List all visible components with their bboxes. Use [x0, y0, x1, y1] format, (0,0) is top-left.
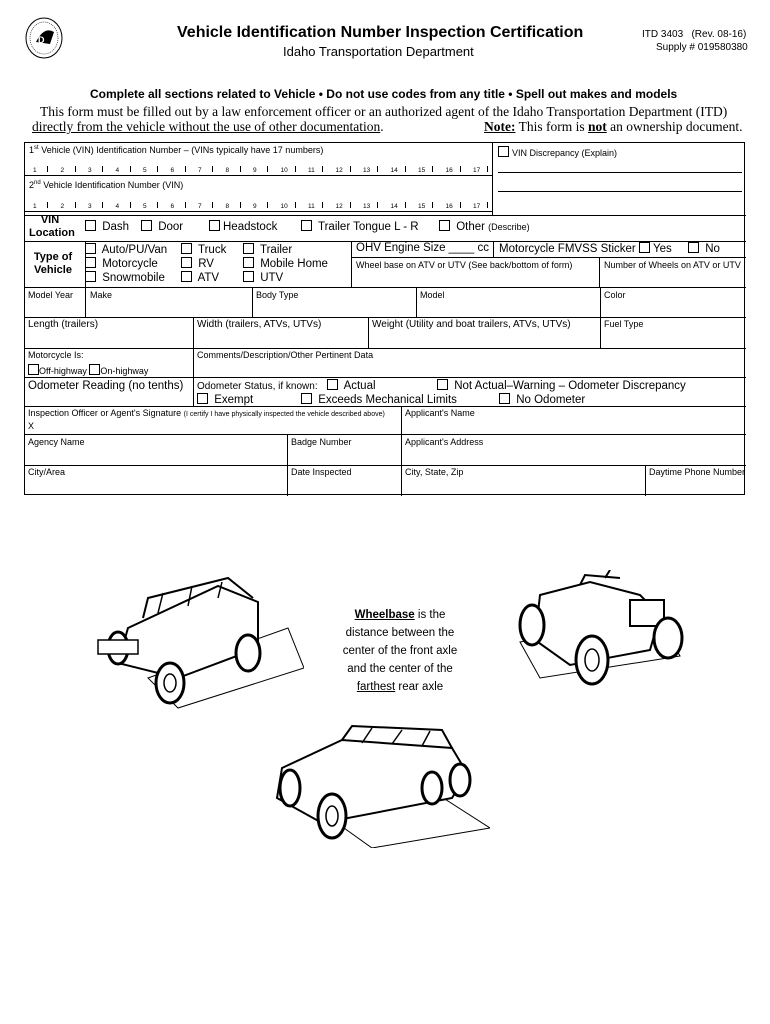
vin-box-divider [350, 166, 351, 172]
vin-location-headstock[interactable]: Headstock [209, 220, 277, 233]
checkbox[interactable] [499, 393, 510, 404]
checkbox[interactable] [85, 271, 96, 282]
vin-box-divider [295, 166, 296, 172]
checkbox[interactable] [498, 146, 509, 157]
checkbox[interactable] [28, 364, 39, 375]
checkbox[interactable] [243, 271, 254, 282]
type-auto[interactable]: Auto/PU/Van [85, 243, 167, 256]
width-label: Width (trailers, ATVs, UTVs) [197, 319, 322, 330]
applicant-address-label: Applicant's Address [405, 437, 484, 447]
vin-position-number: 8 [225, 203, 230, 210]
comments-label: Comments/Description/Other Pertinent Data [197, 350, 374, 360]
vin-box-divider [157, 166, 158, 172]
vin-box-divider [295, 202, 296, 208]
vin-position-number: 3 [88, 203, 92, 210]
checkbox[interactable] [89, 364, 100, 375]
vin-position-number: 6 [170, 203, 175, 210]
type-mobile-home[interactable]: Mobile Home [243, 257, 328, 270]
vin-location-other[interactable]: Other (Describe) [439, 220, 530, 233]
vin-box-divider [487, 166, 488, 172]
checkbox[interactable] [85, 257, 96, 268]
atv-illustration [510, 570, 688, 700]
vin-box-divider [460, 166, 461, 172]
checkbox[interactable] [688, 242, 699, 253]
vin-box-divider [102, 202, 103, 208]
vin-position-number: 4 [115, 203, 120, 210]
checkbox[interactable] [197, 393, 208, 404]
itd-seal-logo [24, 16, 64, 60]
daytime-phone-label: Daytime Phone Number [649, 467, 746, 477]
vin-position-number: 1 [33, 167, 37, 174]
type-trailer[interactable]: Trailer [243, 243, 292, 256]
ohv-engine-size[interactable]: OHV Engine Size ____ cc [356, 242, 489, 254]
vin-position-number: 15 [418, 167, 426, 174]
vin-box-divider [185, 166, 186, 172]
vin-box-divider [267, 202, 268, 208]
wheelbase-definition: Wheelbase is the distance between the center of the front axle and the center of the farthest rear axle [342, 609, 458, 693]
model-label: Model [420, 290, 445, 300]
odometer-exceeds[interactable]: Exceeds Mechanical Limits [301, 393, 457, 406]
city-state-zip-label: City, State, Zip [405, 467, 464, 477]
ownership-note: Note: This form is not an ownership document. [484, 119, 743, 134]
vin-position-number: 9 [253, 203, 257, 210]
instructions-line2: This form must be filled out by a law enforcement officer or an authorized agent of the Idaho Transportation Department (ITD) [40, 104, 728, 119]
vin-position-number: 17 [473, 203, 481, 210]
signature-x[interactable]: X [28, 421, 35, 431]
checkbox[interactable] [639, 242, 650, 253]
color-label: Color [604, 290, 626, 300]
vin-position-number: 1 [33, 203, 37, 210]
type-atv[interactable]: ATV [181, 271, 219, 284]
vin-position-number: 8 [225, 167, 230, 174]
checkbox[interactable] [209, 220, 220, 231]
vin-location-label: VIN Location [29, 214, 75, 239]
vin-box-divider [240, 166, 241, 172]
checkbox[interactable] [181, 243, 192, 254]
vin-location-dash[interactable]: Dash [85, 220, 129, 233]
checkbox[interactable] [243, 257, 254, 268]
checkbox[interactable] [181, 257, 192, 268]
odometer-status-label: Odometer Status, if known: [197, 381, 318, 392]
vin-position-number: 14 [390, 167, 398, 174]
vin-position-number: 7 [198, 167, 202, 174]
vin-box-divider [267, 166, 268, 172]
vin-location-door[interactable]: Door [141, 220, 183, 233]
utv-illustration [88, 568, 304, 714]
vin-position-number: 16 [445, 203, 453, 210]
type-rv[interactable]: RV [181, 257, 214, 270]
vin-box-divider [75, 166, 76, 172]
wheelbase-label: Wheel base on ATV or UTV (See back/bottom of form) [356, 260, 573, 270]
vin-box-divider [102, 166, 103, 172]
checkbox[interactable] [301, 220, 312, 231]
instructions-line3: directly from the vehicle without the use of other documentation. [32, 119, 384, 134]
odometer-actual[interactable]: Actual [327, 379, 376, 392]
num-wheels-label: Number of Wheels on ATV or UTV [604, 260, 741, 270]
vin-box-divider [350, 202, 351, 208]
vin-position-number: 11 [308, 167, 315, 174]
fmvss-no[interactable]: No [688, 242, 720, 255]
vin-position-number: 2 [60, 167, 65, 174]
vin-discrepancy-option[interactable]: VIN Discrepancy (Explain) [498, 146, 617, 158]
checkbox[interactable] [141, 220, 152, 231]
date-inspected-label: Date Inspected [291, 467, 352, 477]
city-area-label: City/Area [28, 467, 66, 477]
vin-inspection-form [24, 142, 745, 495]
vin-position-number: 5 [143, 167, 147, 174]
checkbox[interactable] [85, 220, 96, 231]
vin-position-number: 7 [198, 203, 202, 210]
vin-position-number: 13 [363, 203, 371, 210]
checkbox[interactable] [181, 271, 192, 282]
vin-location-trailer-tongue[interactable]: Trailer Tongue L - R [301, 220, 419, 233]
vin-box-divider [130, 166, 131, 172]
vin-box-divider [432, 166, 433, 172]
applicant-name-label: Applicant's Name [405, 408, 475, 418]
type-motorcycle[interactable]: Motorcycle [85, 257, 158, 270]
vin-position-number: 13 [363, 167, 371, 174]
badge-number-label: Badge Number [291, 437, 352, 447]
signature-label: Inspection Officer or Agent's Signature (I certify I have physically inspected the vehicle described above) [28, 408, 385, 418]
vin-position-number: 6 [170, 167, 175, 174]
weight-label: Weight (Utility and boat trailers, ATVs, UTVs) [372, 319, 571, 330]
odometer-reading-label: Odometer Reading (no tenths) [28, 380, 184, 392]
motorcycle-is-label: Motorcycle Is: [28, 350, 84, 360]
type-snowmobile[interactable]: Snowmobile [85, 271, 165, 284]
vin-box-divider [322, 166, 323, 172]
odometer-not-actual[interactable]: Not Actual–Warning – Odometer Discrepancy [437, 379, 686, 392]
instructions-bold: Complete all sections related to Vehicle • Do not use codes from any title • Spell out makes and models [90, 87, 678, 101]
checkbox[interactable] [437, 379, 448, 390]
vin-box-divider [157, 202, 158, 208]
form-title: Vehicle Identification Number Inspection Certification [177, 24, 584, 41]
odometer-exempt[interactable]: Exempt [197, 393, 253, 406]
vin-box-divider [432, 202, 433, 208]
vin-box-divider [377, 166, 378, 172]
checkbox[interactable] [85, 243, 96, 254]
vin-position-number: 12 [335, 203, 343, 210]
vin-box-divider [322, 202, 323, 208]
vin-position-number: 17 [473, 167, 481, 174]
vin-position-number: 16 [445, 167, 453, 174]
type-truck[interactable]: Truck [181, 243, 226, 256]
make-label: Make [90, 290, 113, 300]
supply-number: Supply # 019580380 [656, 42, 748, 53]
type-utv[interactable]: UTV [243, 271, 283, 284]
vin-position-number: 10 [280, 203, 288, 210]
model-year-label: Model Year [28, 290, 74, 300]
vin-position-number: 4 [115, 167, 120, 174]
vin-box-divider [212, 202, 213, 208]
vin-box-divider [130, 202, 131, 208]
form-number: ITD 3403 (Rev. 08-16) [642, 29, 747, 40]
vin-position-number: 12 [335, 167, 343, 174]
agency-name-label: Agency Name [28, 437, 85, 447]
vin-position-number: 14 [390, 203, 398, 210]
vin-box-divider [487, 202, 488, 208]
svg-text:D: D [38, 35, 45, 45]
vin-box-divider [405, 166, 406, 172]
motorcycle-fmvss-sticker[interactable]: Motorcycle FMVSS Sticker Yes [499, 243, 672, 255]
no-odometer[interactable]: No Odometer [499, 393, 585, 406]
vin-position-number: 5 [143, 203, 147, 210]
vin-position-number: 15 [418, 203, 426, 210]
vin-position-number: 3 [88, 167, 92, 174]
vin2-label: 2nd Vehicle Identification Number (VIN) [29, 180, 184, 190]
type-of-vehicle-label: Type of Vehicle [33, 251, 73, 276]
vin-box-divider [405, 202, 406, 208]
vin-box-divider [185, 202, 186, 208]
side-by-side-illustration [262, 718, 490, 848]
body-type-label: Body Type [256, 290, 299, 300]
checkbox[interactable] [301, 393, 312, 404]
vin-position-number: 10 [280, 167, 288, 174]
vin-box-divider [460, 202, 461, 208]
vin-position-number: 2 [60, 203, 65, 210]
fuel-type-label: Fuel Type [604, 319, 644, 329]
vin-box-divider [377, 202, 378, 208]
checkbox[interactable] [439, 220, 450, 231]
vin-position-number: 9 [253, 167, 257, 174]
checkbox[interactable] [327, 379, 338, 390]
checkbox[interactable] [243, 243, 254, 254]
length-label: Length (trailers) [28, 319, 99, 330]
vin-position-number: 11 [308, 203, 315, 210]
vin1-label: 1st Vehicle (VIN) Identification Number – (VINs typically have 17 numbers) [29, 145, 324, 155]
vin-box-divider [47, 166, 48, 172]
vin-box-divider [47, 202, 48, 208]
vin-box-divider [212, 166, 213, 172]
vin-box-divider [75, 202, 76, 208]
department-name: Idaho Transportation Department [283, 44, 474, 59]
vin-box-divider [240, 202, 241, 208]
off-highway-option[interactable]: Off-highway On-highway [28, 364, 148, 376]
